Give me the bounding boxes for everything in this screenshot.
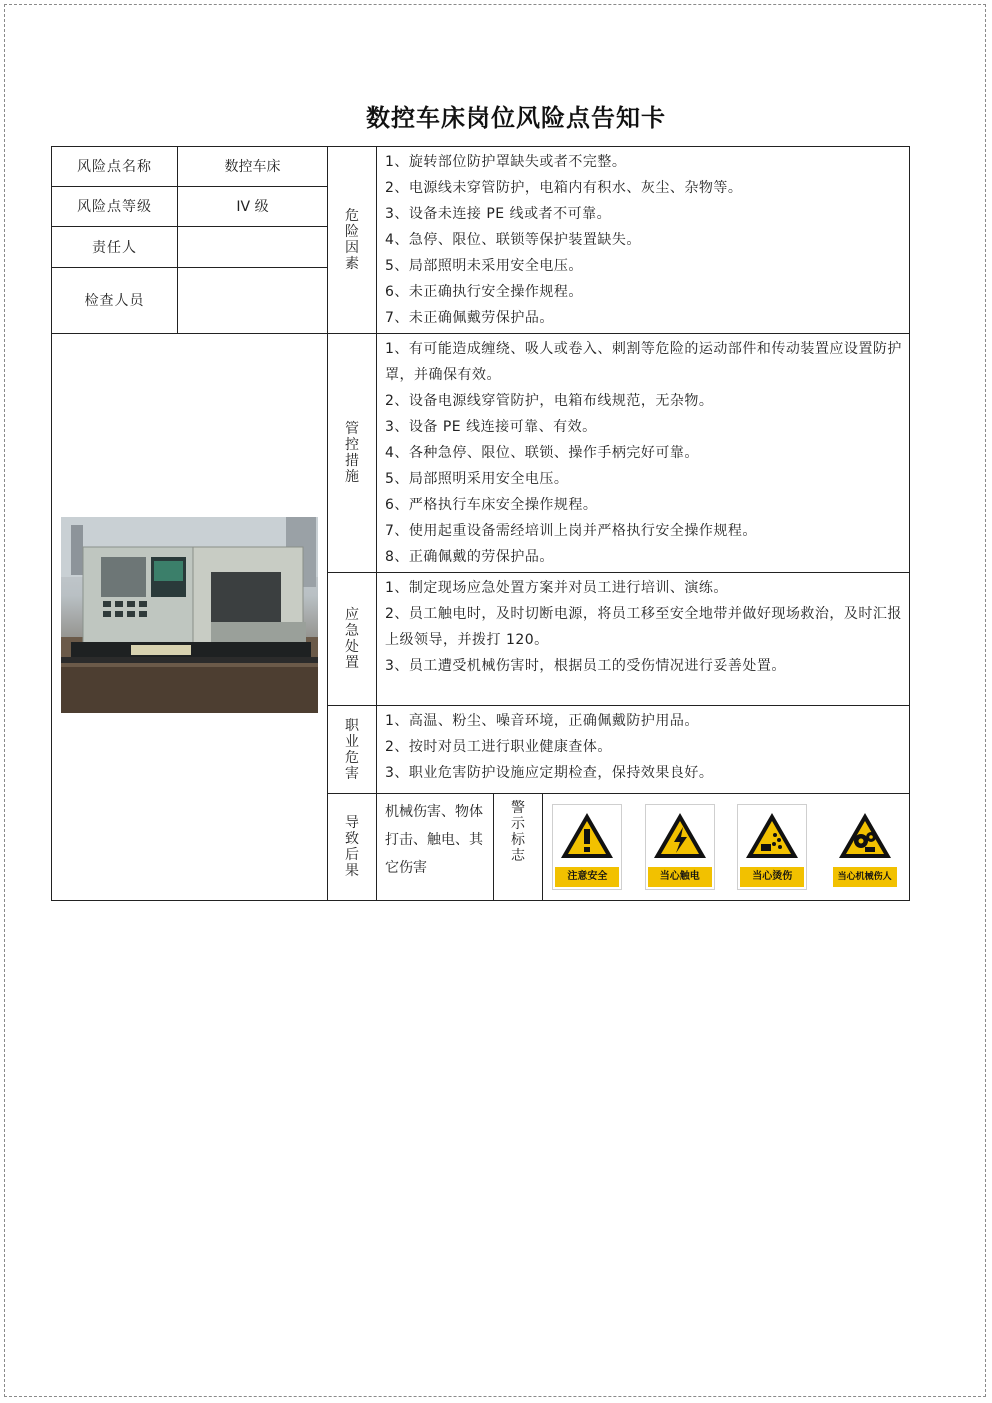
inspector-label: 检查人员 bbox=[52, 267, 178, 333]
list-item: 6、未正确执行安全操作规程。 bbox=[385, 284, 583, 300]
occupational-label: 职 业 危 害 bbox=[328, 706, 377, 794]
list-item: 3、设备 PE 线连接可靠、有效。 bbox=[385, 419, 597, 435]
list-item: 1、制定现场应急处置方案并对员工进行培训、演练。 bbox=[385, 580, 728, 596]
list-item: 7、使用起重设备需经培训上岗并严格执行安全操作规程。 bbox=[385, 523, 757, 539]
sign-burn bbox=[737, 804, 807, 890]
list-item: 3、设备未连接 PE 线或者不可靠。 bbox=[385, 206, 612, 222]
inspector-value bbox=[178, 267, 328, 333]
list-item: 3、职业危害防护设施应定期检查，保持效果良好。 bbox=[385, 765, 714, 781]
controls-label: 管 控 措 施 bbox=[328, 334, 377, 573]
list-item: 1、高温、粉尘、噪音环境，正确佩戴防护用品。 bbox=[385, 713, 699, 729]
list-item: 6、严格执行车床安全操作规程。 bbox=[385, 497, 598, 513]
list-item: 2、电源线未穿管防护，电箱内有积水、灰尘、杂物等。 bbox=[385, 180, 743, 196]
risk-name-label: 风险点名称 bbox=[52, 147, 178, 187]
warning-signs bbox=[543, 794, 910, 901]
list-item: 5、局部照明未采用安全电压。 bbox=[385, 258, 583, 274]
burn-icon bbox=[744, 811, 800, 861]
list-item: 4、急停、限位、联锁等保护装置缺失。 bbox=[385, 232, 641, 248]
list-item: 2、设备电源线穿管防护，电箱布线规范，无杂物。 bbox=[385, 393, 714, 409]
sign-caution bbox=[552, 804, 622, 890]
exclamation-icon bbox=[559, 811, 615, 861]
list-item: 4、各种急停、限位、联锁、操作手柄完好可靠。 bbox=[385, 445, 699, 461]
responsible-value bbox=[178, 227, 328, 268]
sign-caption: 当心触电 bbox=[648, 867, 712, 887]
list-item: 2、按时对员工进行职业健康查体。 bbox=[385, 739, 612, 755]
gear-hand-icon bbox=[837, 811, 893, 861]
list-item: 7、未正确佩戴劳保护品。 bbox=[385, 310, 554, 326]
list-item: 2、员工触电时，及时切断电源，将员工移至安全地带并做好现场救治，及时汇报上级领导，并拨打 120。 bbox=[385, 606, 902, 648]
list-item: 1、旋转部位防护罩缺失或者不完整。 bbox=[385, 154, 627, 170]
occupational-list bbox=[377, 706, 910, 794]
risk-level-label: 风险点等级 bbox=[52, 186, 178, 227]
page-title: 数控车床岗位风险点告知卡 bbox=[366, 103, 666, 132]
warning-label: 警 示 标 志 bbox=[494, 794, 543, 901]
risk-level-value: IV 级 bbox=[178, 186, 328, 227]
sign-electric bbox=[645, 804, 715, 890]
list-item: 3、员工遭受机械伤害时，根据员工的受伤情况进行妥善处置。 bbox=[385, 658, 786, 674]
hazards-label: 危 险 因 素 bbox=[328, 147, 377, 334]
sign-caption: 当心机械伤人 bbox=[833, 867, 897, 887]
emergency-label: 应 急 处 置 bbox=[328, 573, 377, 706]
controls-list bbox=[377, 334, 910, 573]
list-item: 1、有可能造成缠绕、吸人或卷入、刺割等危险的运动部件和传动装置应设置防护罩，并确保有效。 bbox=[385, 341, 902, 383]
sign-caption: 当心烫伤 bbox=[740, 867, 804, 887]
sign-caption: 注意安全 bbox=[555, 867, 619, 887]
emergency-list bbox=[377, 573, 910, 706]
risk-card-table bbox=[51, 146, 910, 901]
list-item: 8、正确佩戴的劳保护品。 bbox=[385, 549, 554, 565]
consequences-text: 机械伤害、物体打击、触电、其它伤害 bbox=[377, 794, 494, 901]
risk-name-value: 数控车床 bbox=[178, 147, 328, 187]
sign-mechanical bbox=[830, 804, 900, 890]
consequences-label: 导 致 后 果 bbox=[328, 794, 377, 901]
hazards-list bbox=[377, 147, 910, 334]
equipment-photo-cell bbox=[52, 334, 328, 901]
responsible-label: 责任人 bbox=[52, 227, 178, 268]
list-item: 5、局部照明采用安全电压。 bbox=[385, 471, 569, 487]
cnc-lathe-image bbox=[61, 517, 318, 713]
lightning-icon bbox=[652, 811, 708, 861]
cnc-lathe-photo bbox=[61, 517, 318, 713]
